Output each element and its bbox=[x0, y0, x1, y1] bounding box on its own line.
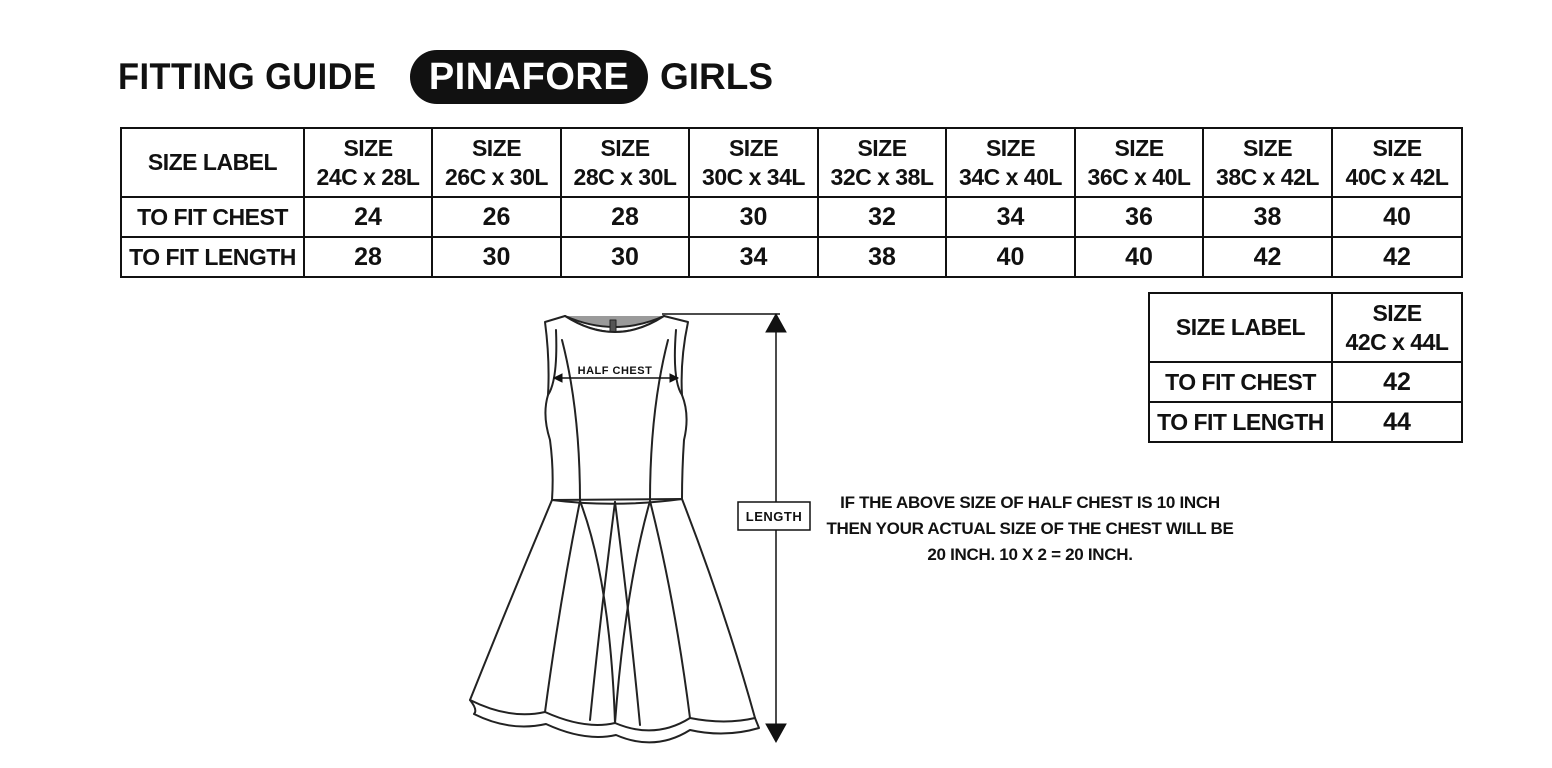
length-value-cell: 42 bbox=[1332, 237, 1462, 277]
page-title-prefix: FITTING GUIDE bbox=[118, 56, 377, 97]
size-header-cell: SIZE 38C x 42L bbox=[1203, 128, 1332, 197]
length-value-cell: 28 bbox=[304, 237, 432, 277]
size-header-cell: SIZE 34C x 40L bbox=[946, 128, 1075, 197]
length-value-cell: 38 bbox=[818, 237, 946, 277]
half-chest-note bbox=[820, 490, 1240, 568]
extra-size-header-row bbox=[1149, 293, 1462, 362]
product-type-label: PINAFORE bbox=[428, 55, 630, 98]
extra-chest-value: 42 bbox=[1332, 362, 1462, 402]
half-chest-label: HALF CHEST bbox=[577, 365, 653, 377]
chest-value-cell: 26 bbox=[432, 197, 561, 237]
length-label: LENGTH bbox=[745, 509, 803, 524]
extra-length-value: 44 bbox=[1332, 402, 1462, 442]
extra-length-row bbox=[1149, 402, 1462, 442]
page-title-suffix: GIRLS bbox=[660, 56, 774, 97]
chest-value-cell: 40 bbox=[1332, 197, 1462, 237]
dress-diagram bbox=[450, 300, 830, 765]
size-header-cell: SIZE 32C x 38L bbox=[818, 128, 946, 197]
size-header-cell: SIZE 24C x 28L bbox=[304, 128, 432, 197]
chest-row-label: TO FIT CHEST bbox=[121, 197, 304, 237]
length-value-cell: 34 bbox=[689, 237, 818, 277]
extra-chest-label: TO FIT CHEST bbox=[1149, 362, 1332, 402]
note-line: THEN YOUR ACTUAL SIZE OF THE CHEST WILL BE bbox=[826, 519, 1234, 538]
note-line: 20 INCH. 10 X 2 = 20 INCH. bbox=[927, 545, 1133, 564]
chest-value-cell: 24 bbox=[304, 197, 432, 237]
length-row bbox=[121, 237, 1462, 277]
length-value-cell: 40 bbox=[946, 237, 1075, 277]
length-row-label: TO FIT LENGTH bbox=[121, 237, 304, 277]
size-header-cell: SIZE 26C x 30L bbox=[432, 128, 561, 197]
size-header-cell: SIZE 30C x 34L bbox=[689, 128, 818, 197]
size-chart-table bbox=[120, 127, 1463, 278]
length-value-cell: 30 bbox=[432, 237, 561, 277]
skirt-outline bbox=[470, 499, 755, 730]
chest-value-cell: 34 bbox=[946, 197, 1075, 237]
extra-size-table bbox=[1148, 292, 1463, 443]
length-value-cell: 40 bbox=[1075, 237, 1203, 277]
extra-chest-row bbox=[1149, 362, 1462, 402]
extra-length-label: TO FIT LENGTH bbox=[1149, 402, 1332, 442]
chest-value-cell: 30 bbox=[689, 197, 818, 237]
chest-value-cell: 36 bbox=[1075, 197, 1203, 237]
extra-size-header-cell: SIZE 42C x 44L bbox=[1332, 293, 1462, 362]
size-header-cell: SIZE 36C x 40L bbox=[1075, 128, 1203, 197]
size-label-header: SIZE LABEL bbox=[121, 128, 304, 197]
extra-size-label-header: SIZE LABEL bbox=[1149, 293, 1332, 362]
title-prefix-wrap bbox=[118, 50, 396, 104]
chest-value-cell: 28 bbox=[561, 197, 689, 237]
length-value-cell: 42 bbox=[1203, 237, 1332, 277]
chest-row bbox=[121, 197, 1462, 237]
size-header-cell: SIZE 28C x 30L bbox=[561, 128, 689, 197]
length-value-cell: 30 bbox=[561, 237, 689, 277]
chest-value-cell: 38 bbox=[1203, 197, 1332, 237]
chest-value-cell: 32 bbox=[818, 197, 946, 237]
size-header-cell: SIZE 40C x 42L bbox=[1332, 128, 1462, 197]
product-type-badge bbox=[410, 50, 648, 104]
size-header-row bbox=[121, 128, 1462, 197]
note-line: IF THE ABOVE SIZE OF HALF CHEST IS 10 INCH bbox=[840, 493, 1220, 512]
